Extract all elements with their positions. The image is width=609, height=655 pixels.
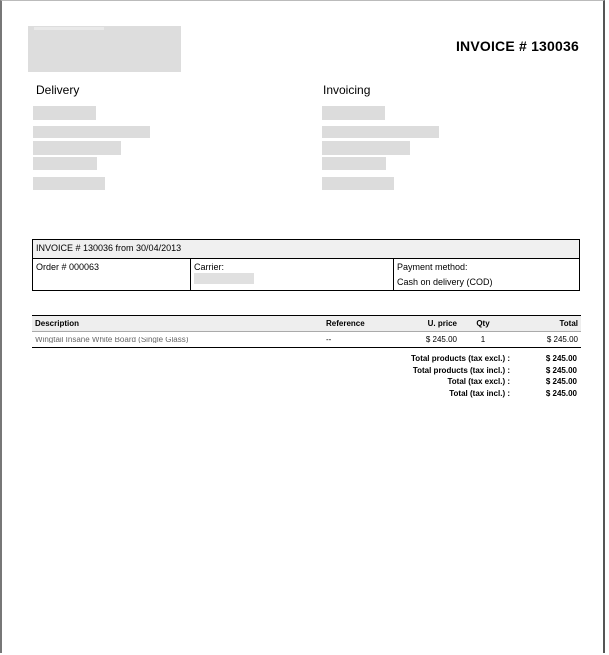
order-number: Order # 000063 [36, 262, 100, 272]
total-products-excl-value: $ 245.00 [545, 354, 577, 364]
row-total: $ 245.00 [506, 332, 581, 348]
redacted-invoicing-line [322, 157, 386, 170]
row-description [32, 332, 323, 348]
totals-table [342, 353, 580, 399]
redacted-invoicing-line [322, 177, 394, 190]
line-items-header [32, 316, 581, 332]
col-qty: Qty [460, 316, 506, 332]
totals-row [342, 388, 580, 400]
redacted-delivery-line [33, 141, 121, 155]
invoice-info-detail-row [33, 259, 580, 291]
totals-row [342, 353, 580, 365]
payment-method-value: Cash on delivery (COD) [397, 277, 493, 287]
col-description: Description [32, 316, 323, 332]
totals-row [342, 365, 580, 377]
total-excl-label: Total (tax excl.) : [447, 377, 510, 387]
redacted-invoicing-line [322, 126, 439, 138]
invoice-info-table [32, 239, 580, 291]
redacted-carrier [194, 273, 254, 284]
redacted-logo-line [34, 27, 104, 30]
delivery-heading: Delivery [36, 83, 80, 97]
redacted-delivery-line [33, 126, 150, 138]
redacted-delivery-line [33, 106, 96, 120]
invoice-info-header-row [33, 240, 580, 259]
total-products-incl-value: $ 245.00 [545, 365, 577, 375]
redacted-logo [28, 26, 181, 72]
redacted-invoicing-line [322, 141, 410, 155]
col-total: Total [506, 316, 581, 332]
row-description-text: Wingtail Insane White Board (Single Glass) [35, 337, 189, 343]
row-qty: 1 [460, 332, 506, 348]
col-reference: Reference [323, 316, 399, 332]
line-items-table [32, 315, 581, 348]
total-excl-value: $ 245.00 [545, 377, 577, 387]
invoicing-heading: Invoicing [323, 83, 371, 97]
payment-cell [394, 259, 580, 291]
order-number-cell [33, 259, 191, 291]
payment-method-label: Payment method: [397, 262, 468, 272]
invoice-number-date: INVOICE # 130036 from 30/04/2013 [33, 240, 580, 259]
row-reference: -- [323, 332, 399, 348]
redacted-delivery-line [33, 157, 97, 170]
total-incl-label: Total (tax incl.) : [449, 388, 510, 398]
carrier-cell [191, 259, 394, 291]
total-incl-value: $ 245.00 [545, 388, 577, 398]
redacted-delivery-line [33, 177, 105, 190]
redacted-invoicing-line [322, 106, 385, 120]
total-products-excl-label: Total products (tax excl.) : [411, 354, 510, 364]
invoice-title: INVOICE # 130036 [455, 38, 579, 54]
total-products-incl-label: Total products (tax incl.) : [412, 365, 510, 375]
totals-row [342, 376, 580, 388]
table-row [32, 332, 581, 348]
carrier-label: Carrier: [194, 262, 225, 272]
col-unit-price: U. price [399, 316, 460, 332]
row-unit-price: $ 245.00 [399, 332, 460, 348]
